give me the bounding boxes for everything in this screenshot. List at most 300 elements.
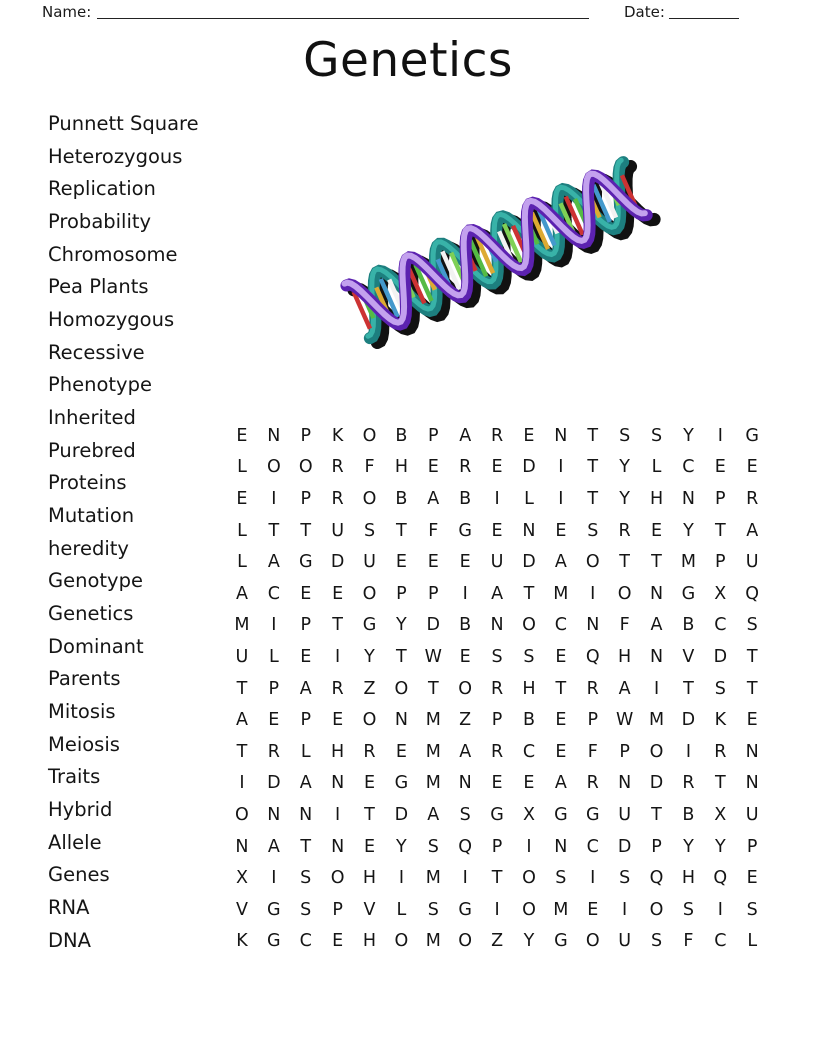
word-item: Proteins xyxy=(48,471,127,495)
grid-letter: O xyxy=(362,583,377,604)
word-item: Genetics xyxy=(48,602,134,626)
grid-letter: Q xyxy=(458,836,473,857)
grid-letter: O xyxy=(522,899,536,920)
grid-letter: N xyxy=(618,773,632,794)
grid-letter: T xyxy=(587,425,599,446)
grid-letter: R xyxy=(586,773,599,794)
grid-letter: E xyxy=(395,741,407,762)
grid-row xyxy=(226,610,768,642)
grid-letter: L xyxy=(396,899,407,920)
word-item: Dominant xyxy=(48,634,144,658)
grid-letter: S xyxy=(746,899,758,920)
grid-letter: Z xyxy=(491,931,504,952)
word-item: RNA xyxy=(48,896,90,920)
grid-letter: F xyxy=(683,931,694,952)
word-item: Meiosis xyxy=(48,732,120,756)
grid-letter: Q xyxy=(649,868,664,889)
grid-letter: R xyxy=(490,741,504,762)
grid-letter: H xyxy=(649,488,664,509)
grid-letter: S xyxy=(587,520,599,541)
grid-letter: Y xyxy=(683,520,694,541)
grid-letter: K xyxy=(714,710,727,731)
grid-letter: T xyxy=(236,678,248,699)
grid-letter: O xyxy=(394,678,409,699)
grid-letter: E xyxy=(746,457,758,478)
grid-letter: S xyxy=(427,836,439,857)
grid-letter: I xyxy=(653,678,660,699)
grid-letter: C xyxy=(714,615,727,636)
grid-letter: I xyxy=(558,488,564,509)
grid-letter: P xyxy=(300,425,311,446)
grid-letter: I xyxy=(717,425,723,446)
grid-letter: X xyxy=(235,868,248,889)
grid-row xyxy=(226,578,768,610)
grid-letter: E xyxy=(363,773,376,794)
grid-letter: M xyxy=(425,931,441,952)
grid-letter: T xyxy=(619,552,630,573)
grid-letter: E xyxy=(555,646,567,667)
grid-letter: L xyxy=(747,931,758,952)
grid-letter: P xyxy=(300,488,311,509)
grid-letter: N xyxy=(681,488,695,509)
grid-letter: I xyxy=(462,583,468,604)
grid-letter: R xyxy=(586,678,599,699)
grid-letter: E xyxy=(714,457,726,478)
grid-letter: O xyxy=(585,931,600,952)
grid-letter: C xyxy=(522,741,536,762)
grid-letter: D xyxy=(522,552,536,573)
grid-letter: I xyxy=(558,457,564,478)
grid-letter: M xyxy=(680,552,696,573)
word-item: Heterozygous xyxy=(48,144,183,168)
grid-letter: S xyxy=(427,899,439,920)
grid-letter: L xyxy=(300,741,311,762)
grid-letter: R xyxy=(714,741,727,762)
grid-letter: T xyxy=(587,488,599,509)
grid-letter: G xyxy=(681,583,696,604)
grid-row xyxy=(226,515,768,547)
grid-letter: Y xyxy=(523,931,535,952)
grid-letter: D xyxy=(713,646,728,667)
grid-letter: A xyxy=(554,773,567,794)
grid-letter: O xyxy=(585,552,600,573)
grid-letter: L xyxy=(651,457,662,478)
grid-letter: X xyxy=(714,804,727,825)
grid-letter: H xyxy=(394,457,408,478)
word-item: Genotype xyxy=(48,569,143,593)
grid-letter: R xyxy=(682,773,695,794)
grid-letter: T xyxy=(300,520,312,541)
grid-row xyxy=(226,641,768,673)
grid-letter: W xyxy=(615,710,634,731)
grid-letter: U xyxy=(745,552,759,573)
grid-letter: T xyxy=(683,678,694,699)
grid-letter: O xyxy=(362,425,377,446)
grid-letter: M xyxy=(425,868,441,889)
grid-letter: K xyxy=(331,425,344,446)
grid-letter: N xyxy=(267,804,281,825)
grid-letter: A xyxy=(491,583,504,604)
grid-letter: E xyxy=(459,646,471,667)
grid-letter: I xyxy=(494,899,500,920)
grid-letter: G xyxy=(554,931,568,952)
grid-letter: D xyxy=(681,710,696,731)
grid-row xyxy=(226,546,768,578)
grid-letter: F xyxy=(428,520,439,541)
grid-letter: N xyxy=(554,425,568,446)
grid-letter: X xyxy=(522,804,535,825)
grid-letter: S xyxy=(619,868,631,889)
grid-letter: E xyxy=(555,741,567,762)
grid-letter: L xyxy=(268,646,279,667)
grid-letter: R xyxy=(331,457,344,478)
grid-letter: T xyxy=(268,520,280,541)
grid-letter: A xyxy=(554,552,567,573)
grid-letter: A xyxy=(618,678,631,699)
grid-letter: U xyxy=(235,646,249,667)
dna-helix-illustration xyxy=(341,154,653,346)
grid-row xyxy=(226,799,768,831)
grid-letter: K xyxy=(236,931,248,952)
grid-letter: R xyxy=(490,678,504,699)
grid-letter: I xyxy=(335,804,341,825)
grid-letter: T xyxy=(396,520,407,541)
word-item: Chromosome xyxy=(48,242,178,266)
grid-letter: O xyxy=(394,931,409,952)
grid-letter: A xyxy=(235,710,248,731)
grid-letter: N xyxy=(331,836,345,857)
grid-letter: P xyxy=(300,710,311,731)
grid-letter: R xyxy=(363,741,376,762)
grid-letter: I xyxy=(271,868,277,889)
grid-letter: C xyxy=(299,931,312,952)
grid-letter: C xyxy=(554,615,567,636)
dna-helix-icon xyxy=(341,154,653,346)
grid-letter: B xyxy=(522,710,535,731)
grid-letter: G xyxy=(267,931,281,952)
grid-letter: U xyxy=(363,552,376,573)
grid-letter: E xyxy=(332,710,344,731)
grid-letter: I xyxy=(271,488,277,509)
grid-letter: O xyxy=(298,457,313,478)
grid-letter: U xyxy=(331,520,345,541)
grid-letter: E xyxy=(555,710,567,731)
grid-letter: O xyxy=(458,931,473,952)
grid-letter: T xyxy=(300,836,312,857)
name-label: Name: xyxy=(42,3,92,21)
grid-row xyxy=(226,831,768,863)
date-blank-line[interactable] xyxy=(669,0,739,19)
grid-letter: I xyxy=(335,646,341,667)
grid-letter: G xyxy=(362,615,377,636)
grid-letter: L xyxy=(237,552,247,573)
grid-letter: G xyxy=(490,804,504,825)
grid-letter: S xyxy=(650,931,663,952)
grid-letter: E xyxy=(427,552,439,573)
grid-letter: I xyxy=(398,868,404,889)
grid-letter: N xyxy=(745,773,759,794)
grid-letter: P xyxy=(491,836,503,857)
grid-letter: Q xyxy=(713,868,728,889)
grid-letter: E xyxy=(746,710,758,731)
grid-letter: Y xyxy=(396,615,407,636)
grid-letter: H xyxy=(522,678,536,699)
grid-row xyxy=(226,452,768,484)
grid-letter: I xyxy=(717,899,723,920)
grid-letter: N xyxy=(235,836,249,857)
grid-letter: X xyxy=(714,583,727,604)
grid-letter: Q xyxy=(745,583,760,604)
grid-letter: T xyxy=(332,615,343,636)
grid-letter: A xyxy=(267,552,280,573)
grid-letter: C xyxy=(682,457,695,478)
grid-letter: I xyxy=(462,868,468,889)
grid-row xyxy=(226,862,768,894)
grid-letter: O xyxy=(458,678,473,699)
grid-letter: A xyxy=(650,615,663,636)
word-item: Purebred xyxy=(48,438,136,462)
grid-letter: E xyxy=(395,552,407,573)
grid-letter: M xyxy=(425,710,441,731)
grid-letter: A xyxy=(746,520,759,541)
grid-letter: P xyxy=(396,583,407,604)
grid-letter: G xyxy=(458,899,472,920)
grid-letter: E xyxy=(459,552,471,573)
grid-letter: U xyxy=(745,804,759,825)
grid-letter: S xyxy=(300,899,312,920)
word-item: Punnett Square xyxy=(48,112,199,135)
grid-letter: N xyxy=(745,741,759,762)
grid-letter: L xyxy=(524,488,534,509)
grid-letter: M xyxy=(425,773,441,794)
grid-letter: Y xyxy=(714,836,726,857)
grid-letter: I xyxy=(590,868,596,889)
grid-letter: N xyxy=(649,583,664,604)
grid-letter: S xyxy=(555,868,567,889)
grid-letter: G xyxy=(745,425,759,446)
grid-letter: M xyxy=(553,583,569,604)
grid-letter: T xyxy=(427,678,439,699)
word-item: Pea Plants xyxy=(48,275,149,299)
word-item: DNA xyxy=(48,928,91,952)
grid-letter: P xyxy=(746,836,758,857)
grid-letter: E xyxy=(268,710,280,731)
grid-letter: T xyxy=(236,741,248,762)
grid-letter: B xyxy=(395,425,408,446)
grid-row xyxy=(226,420,768,452)
grid-letter: A xyxy=(267,836,280,857)
grid-letter: E xyxy=(332,583,344,604)
grid-letter: L xyxy=(237,457,247,478)
grid-letter: I xyxy=(271,615,277,636)
grid-letter: P xyxy=(428,425,439,446)
grid-letter: C xyxy=(586,836,599,857)
word-item: heredity xyxy=(48,536,129,560)
grid-letter: G xyxy=(458,520,472,541)
word-search-grid xyxy=(226,420,768,957)
grid-letter: E xyxy=(300,583,312,604)
grid-letter: R xyxy=(746,488,759,509)
grid-letter: R xyxy=(331,488,344,509)
grid-letter: P xyxy=(651,836,662,857)
grid-letter: I xyxy=(685,741,691,762)
grid-letter: S xyxy=(363,520,376,541)
grid-letter: I xyxy=(590,583,596,604)
grid-letter: D xyxy=(617,836,632,857)
grid-letter: I xyxy=(494,488,500,509)
grid-letter: F xyxy=(619,615,630,636)
grid-letter: Y xyxy=(683,836,694,857)
grid-letter: Y xyxy=(619,457,630,478)
grid-letter: V xyxy=(363,899,376,920)
grid-letter: A xyxy=(427,488,440,509)
grid-letter: N xyxy=(490,615,504,636)
grid-letter: Z xyxy=(363,678,376,699)
word-item: Mitosis xyxy=(48,700,116,724)
grid-letter: B xyxy=(459,488,472,509)
grid-letter: U xyxy=(618,931,632,952)
grid-letter: W xyxy=(424,646,442,667)
grid-letter: F xyxy=(364,457,375,478)
grid-row xyxy=(226,483,768,515)
grid-letter: E xyxy=(650,520,663,541)
grid-letter: S xyxy=(300,868,312,889)
grid-letter: I xyxy=(239,773,245,794)
grid-letter: S xyxy=(682,899,694,920)
grid-letter: H xyxy=(618,646,632,667)
grid-letter: H xyxy=(681,868,695,889)
grid-letter: B xyxy=(459,615,472,636)
grid-row xyxy=(226,704,768,736)
grid-letter: Y xyxy=(396,836,407,857)
grid-letter: E xyxy=(491,773,503,794)
grid-letter: R xyxy=(490,425,504,446)
grid-letter: R xyxy=(618,520,631,541)
grid-letter: E xyxy=(300,646,312,667)
grid-letter: T xyxy=(555,678,567,699)
grid-letter: Z xyxy=(459,710,472,731)
grid-letter: G xyxy=(394,773,409,794)
grid-letter: E xyxy=(587,899,599,920)
grid-letter: E xyxy=(427,457,439,478)
grid-letter: O xyxy=(330,868,345,889)
name-blank-line[interactable] xyxy=(97,0,589,19)
grid-letter: O xyxy=(522,615,536,636)
word-item: Parents xyxy=(48,667,121,691)
grid-letter: P xyxy=(428,583,439,604)
grid-letter: S xyxy=(714,678,726,699)
grid-letter: D xyxy=(330,552,345,573)
grid-letter: A xyxy=(299,773,312,794)
word-item: Recessive xyxy=(48,340,145,364)
word-item: Hybrid xyxy=(48,798,113,822)
grid-letter: T xyxy=(746,646,758,667)
grid-letter: E xyxy=(236,425,248,446)
grid-letter: E xyxy=(523,773,535,794)
grid-letter: I xyxy=(622,899,628,920)
grid-letter: D xyxy=(522,457,536,478)
grid-letter: Y xyxy=(364,646,375,667)
word-item: Inherited xyxy=(48,406,136,430)
grid-letter: N xyxy=(649,646,664,667)
grid-letter: C xyxy=(267,583,280,604)
grid-letter: P xyxy=(300,615,311,636)
grid-letter: M xyxy=(553,899,569,920)
grid-letter: L xyxy=(237,520,247,541)
grid-letter: T xyxy=(491,868,503,889)
grid-letter: P xyxy=(332,899,343,920)
grid-letter: U xyxy=(490,552,504,573)
word-item: Replication xyxy=(48,177,156,201)
grid-letter: O xyxy=(649,741,664,762)
grid-letter: O xyxy=(266,457,281,478)
grid-letter: R xyxy=(459,457,472,478)
grid-letter: D xyxy=(649,773,664,794)
grid-letter: E xyxy=(363,836,376,857)
grid-letter: P xyxy=(619,741,630,762)
word-item: Probability xyxy=(48,210,152,234)
grid-letter: A xyxy=(459,741,472,762)
grid-letter: F xyxy=(587,741,598,762)
grid-letter: G xyxy=(585,804,600,825)
grid-letter: E xyxy=(746,868,758,889)
grid-letter: O xyxy=(235,804,249,825)
grid-letter: E xyxy=(555,520,567,541)
grid-letter: P xyxy=(715,488,726,509)
grid-letter: O xyxy=(649,899,664,920)
grid-letter: N xyxy=(299,804,313,825)
grid-letter: A xyxy=(459,425,472,446)
grid-letter: T xyxy=(587,457,599,478)
grid-letter: N xyxy=(586,615,600,636)
word-item: Allele xyxy=(48,830,102,854)
grid-letter: M xyxy=(648,710,665,731)
grid-letter: A xyxy=(299,678,312,699)
grid-letter: N xyxy=(522,520,536,541)
grid-letter: T xyxy=(396,646,407,667)
grid-letter: O xyxy=(617,583,632,604)
grid-letter: E xyxy=(491,520,503,541)
grid-letter: T xyxy=(651,804,662,825)
grid-letter: E xyxy=(332,931,344,952)
grid-letter: P xyxy=(715,552,726,573)
grid-letter: A xyxy=(427,804,440,825)
grid-letter: E xyxy=(491,457,503,478)
word-item: Genes xyxy=(48,863,110,887)
grid-letter: P xyxy=(268,678,280,699)
grid-letter: N xyxy=(458,773,472,794)
grid-letter: H xyxy=(331,741,345,762)
grid-letter: V xyxy=(682,646,695,667)
grid-letter: S xyxy=(491,646,503,667)
word-item: Homozygous xyxy=(48,308,175,332)
grid-letter: S xyxy=(523,646,535,667)
word-item: Traits xyxy=(48,765,101,789)
page-title: Genetics xyxy=(303,33,513,88)
date-label: Date: xyxy=(624,3,665,21)
grid-letter: G xyxy=(554,804,568,825)
grid-letter: R xyxy=(331,678,344,699)
grid-letter: E xyxy=(523,425,535,446)
grid-letter: U xyxy=(618,804,632,825)
grid-letter: T xyxy=(714,520,726,541)
grid-letter: S xyxy=(746,615,758,636)
grid-letter: D xyxy=(394,804,409,825)
grid-letter: C xyxy=(714,931,727,952)
grid-letter: H xyxy=(362,931,377,952)
grid-row xyxy=(226,926,768,958)
grid-letter: N xyxy=(267,425,281,446)
